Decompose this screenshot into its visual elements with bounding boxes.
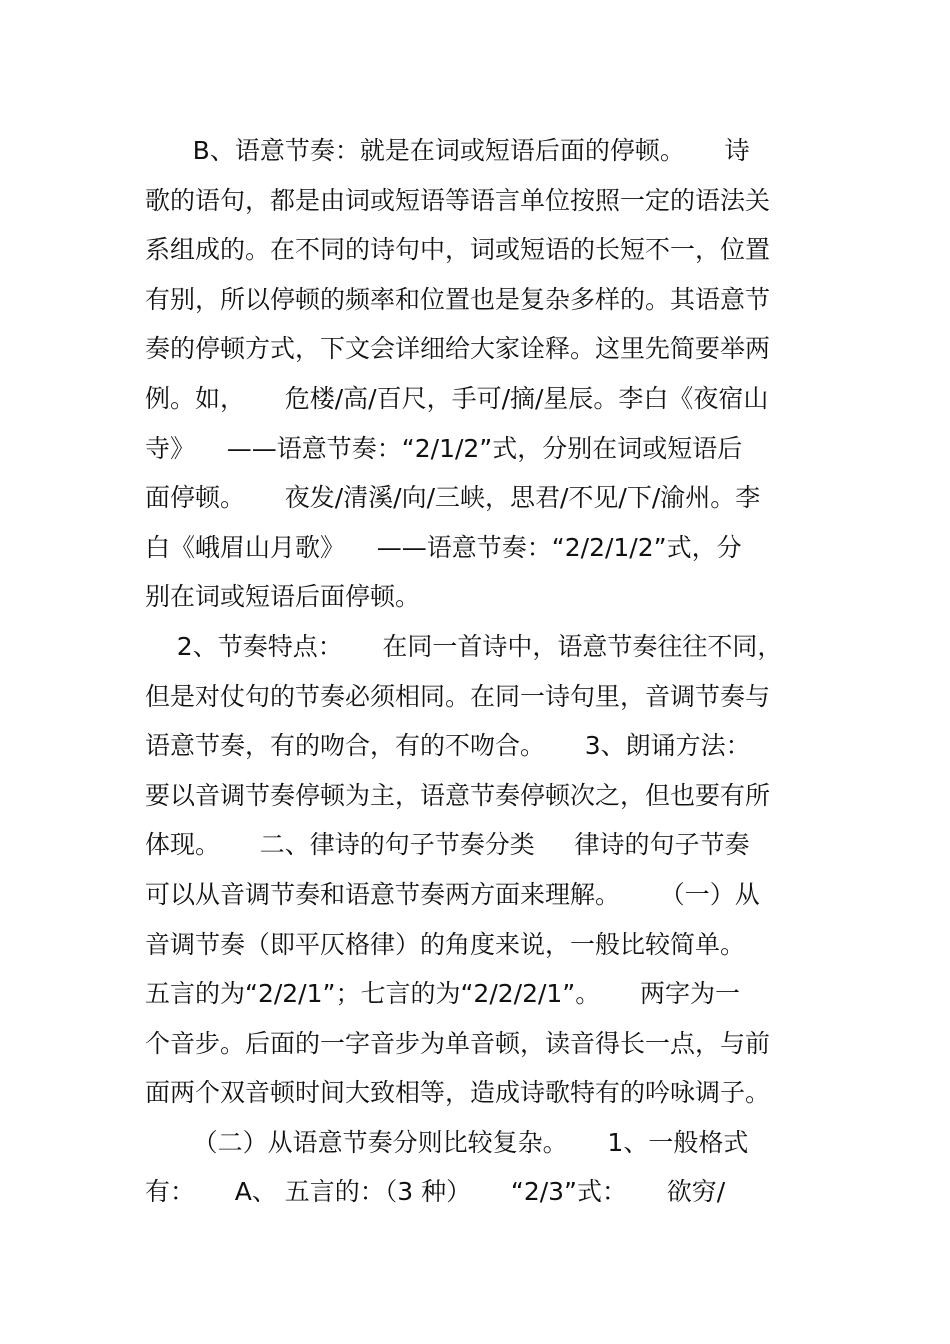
text-line: 可以从音调节奏和语意节奏两方面来理解。 （一）从 <box>145 879 760 909</box>
text-line: B、语意节奏：就是在词或短语后面的停顿。 诗 <box>145 136 750 165</box>
body-text <box>145 126 825 1217</box>
text-line: 例。如， 危楼/高/百尺，手可/摘/星辰。李白《夜宿山 <box>145 383 769 413</box>
text-line: 要以音调节奏停顿为主，语意节奏停顿次之，但也要有所 <box>145 780 771 810</box>
text-line: 歌的语句，都是由词或短语等语言单位按照一定的语法关 <box>145 185 771 215</box>
text-line: 奏的停顿方式，下文会详细给大家诠释。这里先简要举两 <box>145 334 771 364</box>
text-line: 2、节奏特点： 在同一首诗中，语意节奏往往不同， <box>145 631 783 661</box>
text-line: 个音步。后面的一字音步为单音顿，读音得长一点，与前 <box>145 1028 771 1058</box>
text-line: 音调节奏（即平仄格律）的角度来说，一般比较简单。 <box>145 929 746 959</box>
text-line: 寺》 ——语意节奏：“2/1/2”式，分别在词或短语后 <box>145 433 743 463</box>
text-line: 但是对仗句的节奏必须相同。在同一诗句里，音调节奏与 <box>145 681 771 711</box>
text-line: 白《峨眉山月歌》 ——语意节奏：“2/2/1/2”式，分 <box>145 532 742 562</box>
text-line: 有： A、 五言的：（3 种） “2/3”式： 欲穷/ <box>145 1177 726 1207</box>
text-line: 面两个双音顿时间大致相等，造成诗歌特有的吟咏调子。 <box>145 1078 771 1108</box>
text-line: 体现。 二、律诗的句子节奏分类 律诗的句子节奏 <box>145 830 750 860</box>
text-line: （二）从语意节奏分则比较复杂。 1、一般格式 <box>145 1127 749 1157</box>
text-line: 系组成的。在不同的诗句中，词或短语的长短不一，位置 <box>145 235 771 265</box>
text-line: 语意节奏，有的吻合，有的不吻合。 3、朗诵方法： <box>145 731 751 761</box>
text-line: 五言的为“2/2/1”；七言的为“2/2/2/1”。 两字为一 <box>145 979 740 1009</box>
text-line: 有别，所以停顿的频率和位置也是复杂多样的。其语意节 <box>145 284 771 314</box>
text-line: 面停顿。 夜发/清溪/向/三峡，思君/不见/下/渝州。李 <box>145 483 761 513</box>
text-line: 别在词或短语后面停顿。 <box>145 582 421 612</box>
